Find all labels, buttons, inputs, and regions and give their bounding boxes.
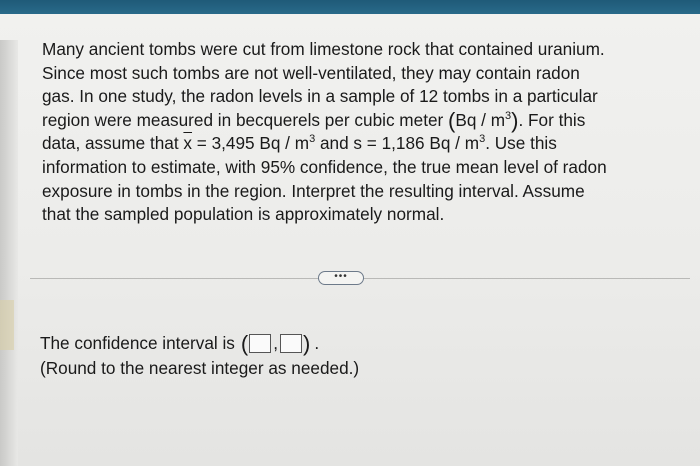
left-edge-shadow	[0, 40, 18, 466]
unit-exponent: 3	[309, 133, 316, 146]
answer-line	[40, 331, 640, 356]
question-line: Since most such tombs are not well-ventilated, they may contain radon	[42, 62, 580, 83]
question-text-segment: . For this	[518, 109, 586, 130]
question-line: that the sampled population is approximately normal.	[42, 204, 445, 225]
question-text-segment: . Use this	[485, 133, 557, 154]
answer-section	[40, 331, 640, 381]
question-text	[42, 38, 682, 227]
upper-bound-input[interactable]	[280, 334, 302, 353]
question-line	[42, 109, 682, 133]
unit-exponent: 3	[479, 133, 486, 146]
unit-paren-open: (	[448, 107, 456, 133]
sample-mean-value: = 3,495 Bq / m	[192, 133, 310, 154]
expand-more-button[interactable]: •••	[318, 271, 364, 285]
interval-comma: ,	[273, 333, 279, 353]
left-edge-highlight	[0, 300, 14, 350]
question-line: information to estimate, with 95% confidence, the true mean level of radon	[42, 156, 607, 177]
lower-bound-input[interactable]	[249, 334, 271, 353]
interval-close-paren: )	[303, 331, 311, 356]
question-text-segment: data, assume that	[42, 133, 179, 154]
sample-sd-value: and s = 1,186 Bq / m	[315, 133, 480, 154]
answer-period: .	[314, 333, 320, 353]
question-line	[42, 132, 682, 156]
interval-open-paren: (	[240, 331, 249, 356]
unit-text: Bq / m	[455, 109, 506, 130]
xbar-symbol: $\overline{x}$	[183, 133, 193, 154]
question-text-segment: region were measured in becquerels per cubic meter	[42, 109, 444, 130]
rounding-instruction: (Round to the nearest integer as needed.)	[40, 358, 360, 378]
question-line: exposure in tombs in the region. Interpret the resulting interval. Assume	[42, 180, 585, 201]
answer-prompt: The confidence interval is	[40, 333, 235, 353]
question-line: gas. In one study, the radon levels in a sample of 12 tombs in a particular	[42, 86, 598, 107]
question-line: Many ancient tombs were cut from limestone rock that contained uranium.	[42, 39, 605, 59]
unit-exponent: 3	[505, 109, 512, 122]
unit-paren-close: )	[511, 107, 519, 133]
